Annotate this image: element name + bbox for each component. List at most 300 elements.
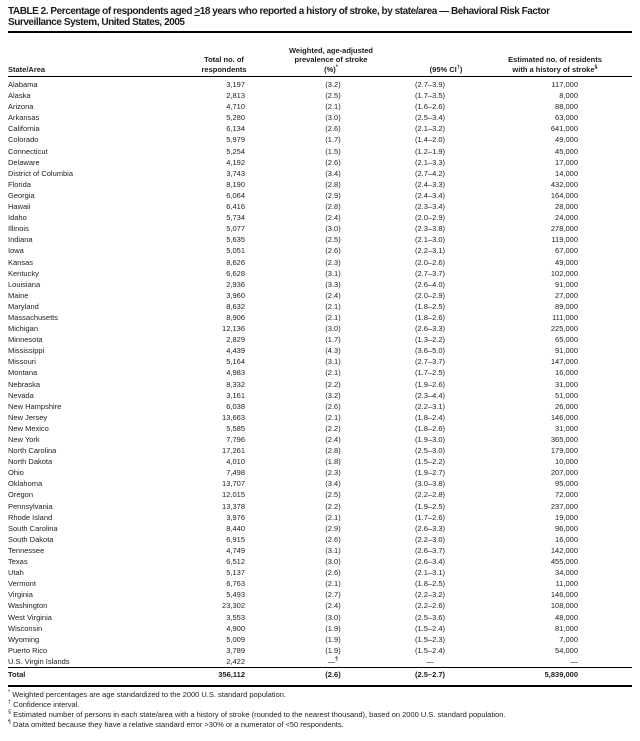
table-row <box>8 501 632 512</box>
prevalence-value: (2.2) <box>325 501 341 511</box>
state-name: Wyoming <box>8 634 40 644</box>
prevalence-value: —¶ <box>327 656 339 666</box>
ci-value: (3.6–5.0) <box>414 346 446 356</box>
table-row <box>8 279 632 290</box>
table-row <box>8 556 632 567</box>
ci-value: (2.0–2.9) <box>414 213 446 223</box>
prevalence-value: (2.1) <box>325 512 341 522</box>
estimated-value: — <box>570 656 578 666</box>
ci-value: (1.2–1.9) <box>414 146 446 156</box>
table-row <box>8 478 632 489</box>
ci-value: (2.1–3.0) <box>414 235 446 245</box>
estimated-value: 102,000 <box>550 268 578 278</box>
estimated-value: 16,000 <box>555 368 578 378</box>
respondents-value: 13,378 <box>222 501 245 511</box>
title-after-geq: 18 years who reported a history of stroke, by state/area — Behavioral Risk Factor <box>199 6 550 17</box>
respondents-value: 2,936 <box>226 279 245 289</box>
respondents-value: 5,979 <box>226 135 245 145</box>
prevalence-value: (2.7) <box>325 590 341 600</box>
state-name: South Carolina <box>8 523 58 533</box>
state-name: Oregon <box>8 490 34 500</box>
respondents-value: 5,137 <box>226 568 245 578</box>
estimated-value: 63,000 <box>555 113 578 123</box>
state-name: Vermont <box>8 579 36 589</box>
estimated-value: 11,000 <box>555 579 578 589</box>
estimated-value: 34,000 <box>555 568 578 578</box>
estimated-value: 31,000 <box>555 379 578 389</box>
estimated-value: 641,000 <box>550 124 578 134</box>
ci-value: (1.5–2.4) <box>414 645 446 655</box>
prevalence-value: (2.1) <box>325 579 341 589</box>
prevalence-value: (3.0) <box>325 224 341 234</box>
state-name: Montana <box>8 368 38 378</box>
table-row <box>8 578 632 589</box>
prevalence-value: (2.5) <box>325 91 341 101</box>
state-name: South Dakota <box>8 534 54 544</box>
ci-value: (1.8–2.5) <box>414 301 446 311</box>
ci-value: (1.8–2.6) <box>414 423 446 433</box>
header-estimated <box>455 55 640 74</box>
respondents-value: 3,743 <box>226 168 245 178</box>
estimated-value: 31,000 <box>555 423 578 433</box>
state-name: New Jersey <box>8 412 48 422</box>
header-estimated-text: with a history of stroke <box>512 64 595 74</box>
state-name: Louisiana <box>8 279 41 289</box>
table-row <box>8 567 632 578</box>
table-row <box>8 456 632 467</box>
state-name: Maine <box>8 290 29 300</box>
respondents-value: 2,813 <box>226 91 245 101</box>
state-name: Massachusetts <box>8 312 59 322</box>
table-row <box>8 523 632 534</box>
state-name: U.S. Virgin Islands <box>8 656 70 666</box>
state-name: Minnesota <box>8 335 43 345</box>
ci-value: (1.7–3.5) <box>414 91 446 101</box>
ci-value: (1.3–2.2) <box>414 335 446 345</box>
estimated-value: 432,000 <box>550 179 578 189</box>
respondents-value: 5,585 <box>226 423 245 433</box>
footnote-marker: § <box>8 709 12 716</box>
prevalence-value: (2.6) <box>325 401 341 411</box>
ci-value: (2.2–3.1) <box>414 246 446 256</box>
prevalence-value: (2.6) <box>325 246 341 256</box>
state-name: Idaho <box>8 213 27 223</box>
estimated-value: 278,000 <box>550 224 578 234</box>
respondents-value: 3,553 <box>226 612 245 622</box>
header-prevalence-unit: (%) <box>324 64 336 74</box>
table-row <box>8 545 632 556</box>
prevalence-value: (3.2) <box>325 390 341 400</box>
state-name: Oklahoma <box>8 479 43 489</box>
total-respondents: 356,112 <box>218 669 245 679</box>
ci-value: (1.5–2.2) <box>414 457 446 467</box>
estimated-value: 28,000 <box>555 202 578 212</box>
estimated-value: 81,000 <box>555 623 578 633</box>
prevalence-value: (2.1) <box>325 102 341 112</box>
table-row <box>8 645 632 656</box>
state-name: Missouri <box>8 357 36 367</box>
table-row <box>8 390 632 401</box>
ci-value: (2.7–4.2) <box>414 168 446 178</box>
geq-symbol: > <box>194 6 200 17</box>
respondents-value: 4,983 <box>226 368 245 378</box>
respondents-value: 8,906 <box>226 312 245 322</box>
state-name: North Dakota <box>8 457 53 467</box>
estimated-value: 72,000 <box>555 490 578 500</box>
respondents-value: 5,635 <box>226 235 245 245</box>
prevalence-value: (2.8) <box>325 179 341 189</box>
footnote-marker: † <box>8 699 12 706</box>
table-row <box>8 401 632 412</box>
state-name: Iowa <box>8 246 24 256</box>
estimated-value: 24,000 <box>555 213 578 223</box>
table-row <box>8 134 632 145</box>
footnote: § Estimated number of persons in each state/area with a history of stroke (rounded to the nearest thousand), based on 2000 U.S. standard population. <box>8 709 506 719</box>
total-prevalence: (2.6) <box>325 669 341 679</box>
estimated-value: 91,000 <box>555 346 578 356</box>
estimated-value: 7,000 <box>559 634 578 644</box>
prevalence-value: (3.0) <box>325 612 341 622</box>
respondents-value: 6,628 <box>226 268 245 278</box>
state-name: District of Columbia <box>8 168 74 178</box>
title-pre: TABLE 2. Percentage of respondents aged <box>8 6 195 17</box>
ci-value: (2.7–3.9) <box>414 80 446 89</box>
respondents-value: 7,796 <box>226 435 245 444</box>
table-row <box>8 90 632 101</box>
prevalence-value: (2.1) <box>325 412 341 422</box>
prevalence-value: (1.5) <box>325 146 341 156</box>
table-row <box>8 79 632 90</box>
footnote-marker-asterisk: * <box>335 64 338 70</box>
ci-value: (1.4–2.0) <box>414 135 446 145</box>
ci-value: (2.3–3.4) <box>414 202 446 212</box>
header-prevalence-line1: Weighted, age-adjusted <box>288 45 374 55</box>
estimated-value: 54,000 <box>555 645 578 655</box>
table-body <box>8 77 632 667</box>
prevalence-value: (2.1) <box>325 312 341 322</box>
estimated-value: 89,000 <box>555 301 578 311</box>
respondents-value: 2,829 <box>226 335 245 345</box>
header-ci-close: ) <box>459 64 463 74</box>
prevalence-value: (2.1) <box>325 301 341 311</box>
prevalence-value: (2.3) <box>325 257 341 267</box>
estimated-value: 96,000 <box>555 523 578 533</box>
header-ci-text: (95% CI <box>429 64 457 74</box>
prevalence-value: (2.6) <box>325 157 341 167</box>
table-row <box>8 445 632 456</box>
table-row <box>8 345 632 356</box>
ci-value: (2.5–3.4) <box>414 113 446 123</box>
state-name: Hawaii <box>8 202 31 212</box>
ci-value: (1.5–2.4) <box>414 623 446 633</box>
prevalence-value: (3.0) <box>325 557 341 567</box>
ci-value: (2.0–2.9) <box>414 290 446 300</box>
ci-value: (1.8–2.5) <box>414 579 446 589</box>
respondents-value: 7,498 <box>226 468 245 478</box>
title-line1 <box>8 6 550 17</box>
respondents-value: 8,440 <box>226 523 245 533</box>
prevalence-value: (2.3) <box>325 468 341 478</box>
estimated-value: 179,000 <box>550 446 578 456</box>
estimated-value: 164,000 <box>550 190 578 200</box>
header-prevalence-line2: prevalence of stroke <box>294 55 368 64</box>
state-name: Kansas <box>8 257 34 267</box>
ci-value: (1.6–2.6) <box>414 102 446 112</box>
table-row <box>8 534 632 545</box>
ci-value: (2.6–3.3) <box>414 324 446 334</box>
table-row <box>8 168 632 179</box>
state-name: Georgia <box>8 190 35 200</box>
respondents-value: 6,064 <box>226 190 245 200</box>
ci-value: (2.3–4.4) <box>414 390 446 400</box>
table-row <box>8 234 632 245</box>
prevalence-value: (4.3) <box>325 346 341 356</box>
respondents-value: 4,192 <box>226 157 245 167</box>
prevalence-value: (3.0) <box>325 324 341 334</box>
estimated-value: 49,000 <box>555 257 578 267</box>
prevalence-value: (2.4) <box>325 213 341 223</box>
footnote-marker-dagger: † <box>456 64 460 70</box>
prevalence-value: (3.1) <box>325 357 341 367</box>
table-row <box>8 423 632 434</box>
table-row <box>8 656 632 667</box>
state-name: Illinois <box>8 224 29 234</box>
footnote-marker-section: § <box>594 64 598 70</box>
ci-value: (1.8–2.4) <box>414 412 446 422</box>
respondents-value: 3,976 <box>226 512 245 522</box>
ci-value: (2.4–3.4) <box>414 190 446 200</box>
estimated-value: 108,000 <box>550 601 578 611</box>
prevalence-value: (2.1) <box>325 368 341 378</box>
respondents-value: 6,763 <box>226 579 245 589</box>
estimated-value: 26,000 <box>555 401 578 411</box>
respondents-value: 5,009 <box>226 634 245 644</box>
respondents-value: 3,789 <box>226 645 245 655</box>
ci-value: (2.5–3.6) <box>414 612 446 622</box>
prevalence-value: (2.5) <box>325 490 341 500</box>
respondents-value: 5,280 <box>226 113 245 123</box>
prevalence-value: (3.3) <box>325 279 341 289</box>
ci-value: (1.9–2.7) <box>414 468 446 478</box>
state-name: Arizona <box>8 102 34 112</box>
table-row <box>8 489 632 500</box>
state-name: Michigan <box>8 324 39 334</box>
state-name: Kentucky <box>8 268 39 278</box>
respondents-value: 2,422 <box>226 656 245 666</box>
respondents-value: 13,707 <box>222 479 245 489</box>
table-row <box>8 467 632 478</box>
table-header <box>8 33 632 76</box>
respondents-value: 4,010 <box>226 457 245 467</box>
respondents-value: 6,416 <box>226 202 245 212</box>
total-label: Total <box>8 669 26 679</box>
estimated-value: 119,000 <box>551 235 578 245</box>
ci-value: (1.9–2.5) <box>414 501 446 511</box>
state-name: Tennessee <box>8 545 45 555</box>
prevalence-value: (2.9) <box>325 190 341 200</box>
ci-value: (2.2–3.2) <box>414 590 446 600</box>
estimated-value: 237,000 <box>550 501 578 511</box>
table-row <box>8 212 632 223</box>
table-row <box>8 367 632 378</box>
ci-value: — <box>426 656 434 666</box>
prevalence-value: (3.0) <box>325 113 341 123</box>
respondents-value: 4,439 <box>226 346 245 356</box>
ci-value: (2.1–3.1) <box>414 568 446 578</box>
prevalence-value: (2.4) <box>325 601 341 611</box>
respondents-value: 13,663 <box>222 412 245 422</box>
respondents-value: 6,134 <box>226 124 245 134</box>
state-name: Florida <box>8 179 31 189</box>
respondents-value: 3,197 <box>226 80 245 89</box>
estimated-value: 225,000 <box>550 324 578 334</box>
respondents-value: 8,332 <box>226 379 245 389</box>
header-state: State/Area <box>8 64 46 74</box>
ci-value: (1.9–2.6) <box>414 379 446 389</box>
prevalence-value: (1.8) <box>325 457 341 467</box>
state-name: Alabama <box>8 80 38 89</box>
estimated-value: 65,000 <box>555 335 578 345</box>
table-row <box>8 190 632 201</box>
estimated-value: 88,000 <box>555 102 578 112</box>
ci-value: (2.3–3.8) <box>414 224 446 234</box>
respondents-value: 8,632 <box>226 301 245 311</box>
prevalence-value: (2.9) <box>325 523 341 533</box>
table-row <box>8 123 632 134</box>
header-respondents-line1: Total no. of <box>204 55 244 64</box>
ci-value: (1.7–2.5) <box>414 368 446 378</box>
prevalence-value: (2.5) <box>325 235 341 245</box>
header-estimated-line2 <box>455 65 640 75</box>
state-name: Pennsylvania <box>8 501 53 511</box>
estimated-value: 17,000 <box>555 157 578 167</box>
respondents-value: 4,710 <box>226 102 245 112</box>
table-row <box>8 589 632 600</box>
ci-value: (2.6–3.7) <box>414 545 446 555</box>
estimated-value: 147,000 <box>550 357 578 367</box>
state-name: New Hampshire <box>8 401 62 411</box>
estimated-value: 16,000 <box>555 534 578 544</box>
state-name: Arkansas <box>8 113 40 123</box>
respondents-value: 5,254 <box>226 146 245 156</box>
table-row <box>8 290 632 301</box>
total-row <box>8 668 632 682</box>
respondents-value: 3,161 <box>226 390 245 400</box>
state-name: Nebraska <box>8 379 41 389</box>
ci-value: (2.1–3.3) <box>414 157 446 167</box>
prevalence-value: (2.6) <box>325 124 341 134</box>
total-ci: (2.5–2.7) <box>414 669 446 679</box>
table-row <box>8 634 632 645</box>
table-row <box>8 612 632 623</box>
estimated-value: 49,000 <box>555 135 578 145</box>
table-row <box>8 257 632 268</box>
ci-value: (2.4–3.3) <box>414 179 446 189</box>
footnote-marker: ¶ <box>8 719 11 726</box>
estimated-value: 365,000 <box>550 435 578 444</box>
total-estimated: 5,839,000 <box>544 669 578 679</box>
prevalence-value: (1.7) <box>325 335 341 345</box>
prevalence-value: (2.8) <box>325 202 341 212</box>
respondents-value: 3,960 <box>226 290 245 300</box>
estimated-value: 455,000 <box>550 557 578 567</box>
prevalence-value: (2.4) <box>325 435 341 444</box>
footnote-marker-pilcrow: ¶ <box>335 656 339 663</box>
estimated-value: 111,000 <box>552 312 578 322</box>
prevalence-value: (1.9) <box>325 634 341 644</box>
estimated-value: 51,000 <box>555 390 578 400</box>
state-name: Ohio <box>8 468 24 478</box>
table-row <box>8 323 632 334</box>
estimated-value: 91,000 <box>555 279 578 289</box>
prevalence-value: (1.9) <box>325 623 341 633</box>
estimated-value: 27,000 <box>555 290 578 300</box>
estimated-value: 48,000 <box>555 612 578 622</box>
respondents-value: 8,190 <box>226 179 245 189</box>
estimated-value: 10,000 <box>555 457 578 467</box>
state-name: Texas <box>8 557 28 567</box>
footnote: † Confidence interval. <box>8 699 80 709</box>
respondents-value: 5,164 <box>226 357 245 367</box>
state-name: California <box>8 124 40 134</box>
respondents-value: 12,015 <box>222 490 245 500</box>
table-row <box>8 268 632 279</box>
prevalence-value: (2.2) <box>325 379 341 389</box>
table-row <box>8 312 632 323</box>
estimated-value: 67,000 <box>555 246 578 256</box>
state-name: Mississippi <box>8 346 45 356</box>
table-row <box>8 301 632 312</box>
state-name: Nevada <box>8 390 34 400</box>
table-row <box>8 379 632 390</box>
table-row <box>8 434 632 445</box>
respondents-value: 5,734 <box>226 213 245 223</box>
state-name: Washington <box>8 601 48 611</box>
ci-value: (2.6–3.4) <box>414 557 446 567</box>
state-name: North Carolina <box>8 446 57 456</box>
ci-value: (1.5–2.3) <box>414 634 446 644</box>
ci-value: (2.1–3.2) <box>414 124 446 134</box>
state-name: Alaska <box>8 91 31 101</box>
estimated-value: 146,000 <box>550 590 578 600</box>
ci-value: (1.9–3.0) <box>414 435 446 444</box>
state-name: Maryland <box>8 301 39 311</box>
title-line2: Surveillance System, United States, 2005 <box>8 17 185 28</box>
header-respondents-line2: respondents <box>201 64 247 74</box>
table-row <box>8 157 632 168</box>
table-row <box>8 412 632 423</box>
ci-value: (2.2–2.6) <box>414 601 446 611</box>
respondents-value: 5,077 <box>226 224 245 234</box>
state-name: Rhode Island <box>8 512 53 522</box>
table-row <box>8 356 632 367</box>
footnote: * Weighted percentages are age standardized to the 2000 U.S. standard population. <box>8 689 287 699</box>
total-rule-bottom <box>8 685 632 687</box>
estimated-value: 95,000 <box>555 479 578 489</box>
respondents-value: 17,261 <box>222 446 245 456</box>
state-name: West Virginia <box>8 612 52 622</box>
estimated-value: 117,000 <box>551 80 578 89</box>
table-row <box>8 101 632 112</box>
prevalence-value: (3.1) <box>325 268 341 278</box>
state-name: Colorado <box>8 135 39 145</box>
estimated-value: 207,000 <box>550 468 578 478</box>
ci-value: (2.0–2.6) <box>414 257 446 267</box>
table-row <box>8 112 632 123</box>
estimated-value: 8,000 <box>559 91 578 101</box>
table-row <box>8 146 632 157</box>
estimated-value: 45,000 <box>555 146 578 156</box>
